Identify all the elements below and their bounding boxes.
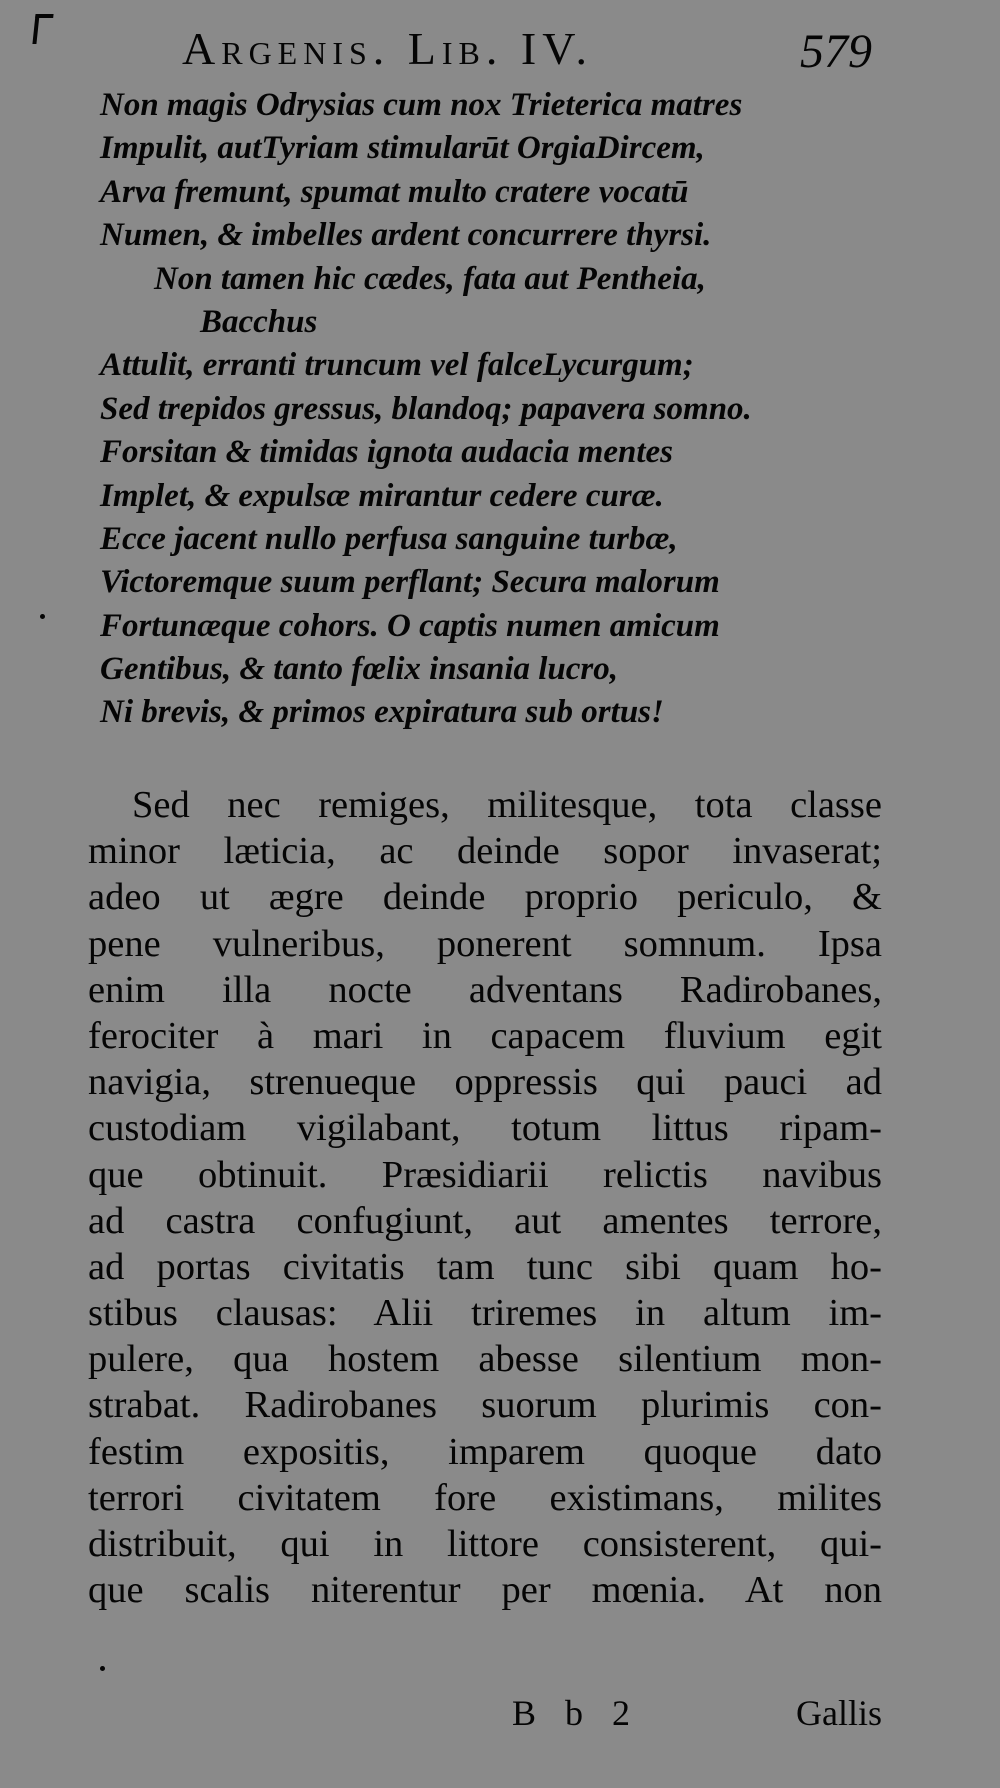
stray-mark bbox=[100, 1666, 105, 1671]
verse-block bbox=[100, 84, 890, 735]
running-title: Argenis. Lib. IV. bbox=[182, 23, 593, 74]
verse-line: Non magis Odrysias cum nox Trieterica matres bbox=[100, 87, 743, 123]
prose-line: ad portas civitatis tam tunc sibi quam ho- bbox=[88, 1245, 882, 1288]
prose-line: pulere, qua hostem abesse silentium mon- bbox=[88, 1338, 882, 1381]
verse-line: Attulit, erranti truncum vel falceLycurgum; bbox=[100, 347, 694, 384]
verse-line: Impulit, autTyriam stimularūt OrgiaDircem, bbox=[100, 130, 705, 167]
verse-line: Fortunæque cohors. O captis numen amicum bbox=[100, 607, 720, 644]
verse-line: Non tamen hic cædes, fata aut Pentheia, bbox=[154, 260, 706, 297]
prose-line: distribuit, qui in littore consisterent, qui- bbox=[88, 1523, 882, 1565]
page-footer bbox=[0, 1692, 1000, 1742]
prose-line: stibus clausas: Alii triremes in altum im- bbox=[88, 1292, 882, 1335]
prose-line: Sed nec remiges, militesque, tota classe bbox=[132, 784, 882, 826]
running-header bbox=[182, 22, 872, 84]
verse-line: Ecce jacent nullo perfusa sanguine turbæ, bbox=[100, 520, 678, 557]
stray-mark bbox=[40, 614, 45, 619]
verse-line: Gentibus, & tanto fœlix insania lucro, bbox=[100, 651, 619, 688]
prose-line: ferociter à mari in capacem fluvium egit bbox=[88, 1014, 882, 1057]
verse-line: Ni brevis, & primos expiratura sub ortus! bbox=[100, 694, 664, 731]
prose-block bbox=[88, 782, 882, 1613]
verse-line: Sed trepidos gressus, blandoq; papavera somno. bbox=[100, 390, 752, 427]
signature-mark: B b 2 bbox=[512, 1693, 641, 1733]
verse-line: Bacchus bbox=[200, 303, 318, 340]
prose-line: terrori civitatem fore existimans, milites bbox=[88, 1476, 882, 1519]
prose-line: festim expositis, imparem quoque dato bbox=[88, 1430, 882, 1473]
verse-line: Victoremque suum perflant; Secura malorum bbox=[100, 564, 720, 601]
verse-line: Forsitan & timidas ignota audacia mentes bbox=[100, 434, 674, 471]
prose-line: que obtinuit. Præsidiarii relictis navibus bbox=[88, 1153, 882, 1196]
prose-line: adeo ut ægre deinde proprio periculo, & bbox=[88, 876, 882, 919]
verse-line: Numen, & imbelles ardent concurrere thyrsi. bbox=[100, 217, 712, 254]
prose-line: enim illa nocte adventans Radirobanes, bbox=[88, 968, 882, 1011]
catchword: Gallis bbox=[796, 1693, 882, 1733]
prose-line: pene vulneribus, ponerent somnum. Ipsa bbox=[88, 922, 882, 965]
prose-line: ad castra confugiunt, aut amentes terrore, bbox=[88, 1199, 882, 1242]
page-number: 579 bbox=[800, 25, 872, 78]
prose-line: minor læticia, ac deinde sopor invaserat; bbox=[88, 830, 882, 873]
verse-line: Implet, & expulsæ mirantur cedere curæ. bbox=[100, 477, 664, 514]
prose-line: navigia, strenueque oppressis qui pauci ad bbox=[88, 1061, 882, 1104]
prose-line: custodiam vigilabant, totum littus ripam- bbox=[88, 1107, 882, 1150]
corner-mark bbox=[32, 14, 53, 44]
prose-line: strabat. Radirobanes suorum plurimis con- bbox=[88, 1384, 882, 1427]
prose-line: que scalis niterentur per mœnia. At non bbox=[88, 1569, 882, 1612]
verse-line: Arva fremunt, spumat multo cratere vocatū bbox=[100, 173, 689, 210]
